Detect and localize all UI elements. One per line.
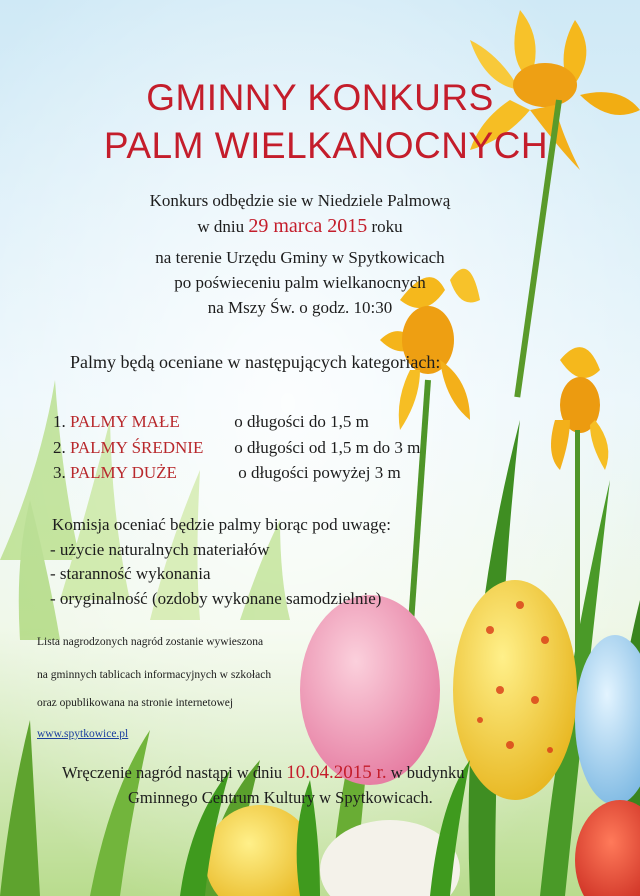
category-number: 1.	[53, 412, 66, 431]
intro-date-prefix: w dniu	[197, 217, 245, 236]
poster-title-line2: PALM WIELKANOCNYCH	[103, 125, 549, 166]
category-name: PALMY MAŁE	[70, 412, 180, 431]
intro-line4: po poświeceniu palm wielkanocnych	[174, 273, 426, 292]
intro-line5: na Mszy Św. o godz. 10:30	[207, 298, 393, 317]
category-number: 3.	[53, 463, 66, 482]
award-prefix: Wręczenie nagród nastąpi w dniu	[62, 763, 283, 782]
category-item	[53, 412, 369, 432]
intro-line1: Konkurs odbędzie sie w Niedziele Palmową	[149, 191, 451, 210]
award-line2: Gminnego Centrum Kultury w Spytkowicach.	[128, 788, 433, 807]
intro-date: 29 marca 2015	[248, 215, 368, 237]
category-desc: o długości od 1,5 m do 3 m	[234, 438, 421, 457]
intro-date-suffix: roku	[371, 217, 403, 236]
award-date: 10.04.2015 r.	[286, 762, 387, 783]
poster-title-line1: GMINNY KONKURS	[146, 77, 494, 118]
intro-date-line	[0, 215, 600, 238]
award-suffix: w budynku	[390, 763, 465, 782]
categories-heading: Palmy będą oceniane w następujących kategoriach:	[70, 352, 441, 372]
category-item	[53, 438, 420, 458]
criteria-item: - użycie naturalnych materiałów	[50, 540, 270, 559]
intro-line3: na terenie Urzędu Gminy w Spytkowicach	[155, 248, 445, 267]
category-name: PALMY DUŻE	[70, 463, 177, 482]
award-line1	[62, 762, 465, 784]
category-number: 2.	[53, 438, 66, 457]
criteria-item: - staranność wykonania	[50, 564, 211, 583]
notice-line2: na gminnych tablicach informacyjnych w szkołach	[37, 669, 272, 681]
category-desc: o długości powyżej 3 m	[238, 463, 401, 482]
criteria-item: - oryginalność (ozdoby wykonane samodzielnie)	[50, 589, 382, 608]
category-desc: o długości do 1,5 m	[234, 412, 369, 431]
category-item	[53, 463, 401, 483]
notice-line1: Lista nagrodzonych nagród zostanie wywieszona	[37, 636, 264, 648]
notice-line3: oraz opublikowana na stronie internetowej	[37, 697, 234, 709]
criteria-heading: Komisja oceniać będzie palmy biorąc pod uwagę:	[52, 515, 391, 534]
website-link[interactable]: www.spytkowice.pl	[37, 728, 129, 740]
category-name: PALMY ŚREDNIE	[70, 438, 204, 457]
